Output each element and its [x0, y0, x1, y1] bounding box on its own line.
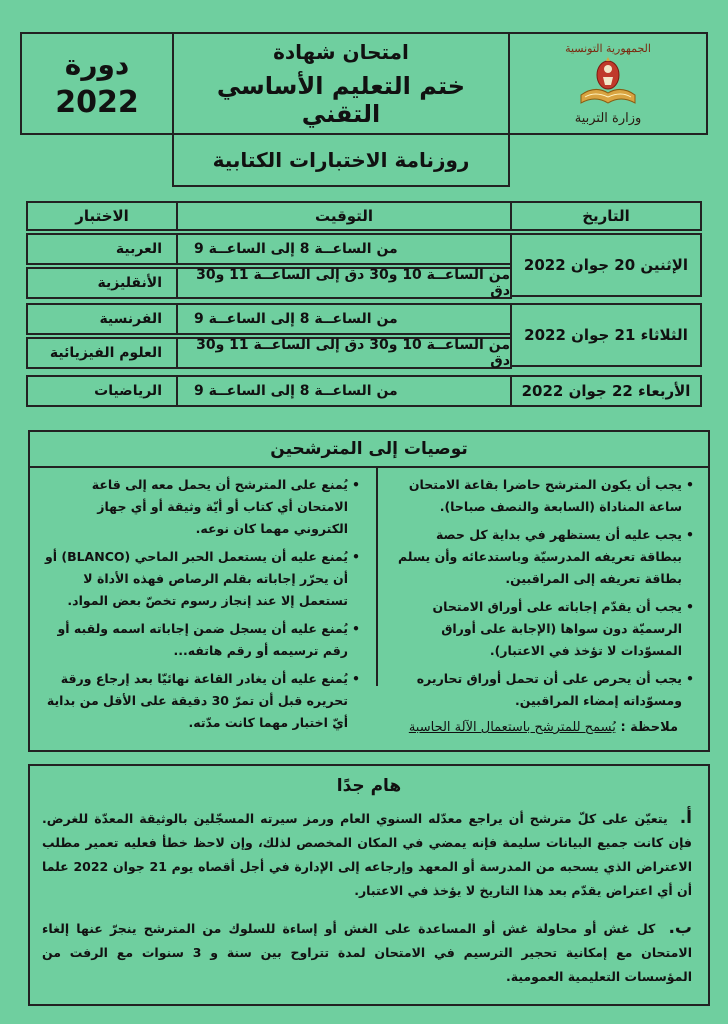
recommendations-title: توصيات إلى المترشحين	[30, 432, 708, 468]
time-cell: من الساعــة 8 إلى الساعــة 9	[176, 303, 512, 335]
subject-cell: الأنقليزية	[26, 267, 178, 299]
subject-cell: الرياضيات	[26, 375, 178, 407]
exam-title-line1: امتحان شهادة	[273, 39, 409, 64]
exam-title-line2: ختم التعليم الأساسي التقني	[216, 71, 466, 128]
list-item: • يُمنع عليه أن يغادر القاعة نهائيّا بعد إرجاع ورقة تحريره قبل أن تمرّ 30 دقيقة على الأقل من بداية أيّ اختبار مهما كانت مدّته.	[44, 668, 360, 734]
time-cell: من الساعــة 8 إلى الساعــة 9	[176, 233, 512, 265]
list-item: • يجب أن يقدّم إجاباته على أوراق الامتحان الرسميّة دون سواها (الإجابة على أوراق المسوّدات لا تؤخذ في الاعتبار).	[394, 596, 694, 662]
important-box	[28, 764, 710, 1006]
recommendations-box	[28, 430, 710, 752]
item-marker: أ.	[679, 808, 692, 828]
subject-cell: العلوم الفيزيائية	[26, 337, 178, 369]
prohibitions-list	[44, 474, 360, 740]
session-year: 2022	[55, 84, 139, 120]
header-time: التوقيت	[176, 201, 512, 231]
exam-title-box	[172, 32, 510, 135]
date-cell: الثلاثاء 21 جوان 2022	[510, 303, 702, 367]
calculator-note	[409, 720, 678, 735]
ministry-logo-box	[508, 32, 708, 135]
list-item: • يُمنع على المترشح أن يحمل معه إلى قاعة الامتحان أي كتاب أو أيّة وثيقة أو أي جهاز الكتروني مهما كان نوعه.	[44, 474, 360, 540]
ministry-name: وزارة التربية	[574, 110, 642, 126]
republic-name: الجمهورية التونسية	[565, 41, 651, 55]
item-text: كل غش أو محاولة غش أو المساعدة على الغش أو إساءة للسلوك من المترشح ينجرّ عنها إلغاء الامتحان مع إمكانية تحجير الترسيم في الامتحان لمدة تتراوح بين سنة و 3 سنوات مع الرفت من المؤسسات التعليمية العمومية.	[42, 921, 692, 984]
date-cell: الإثنين 20 جوان 2022	[510, 233, 702, 297]
important-item-a	[42, 806, 692, 903]
item-text: يتعيّن على كلّ مترشح أن يراجع معدّله السنوي العام ورمز سيرته المسجّلين بالوثيقة المعدّة للغرض. فإن كانت جميع البيانات سليمة فإنه يمضي في المكان المخصص لذلك، وإن لاحظ خطأ فعليه تعمير مطلب الاعتراض الذي يسحبه من المدرسة أو المعهد وإرجاعه إلى الإدارة في أجل أقصاه يوم 21 جوان 2022 علما أن أي اعتراض يقدّم بعد هذا التاريخ لا يؤخذ في الاعتبار.	[42, 811, 692, 898]
time-cell: من الساعــة 10 و30 دق إلى الساعــة 11 و30 دق	[176, 337, 512, 369]
list-item: • يجب أن يكون المترشح حاضرا بقاعة الامتحان ساعة المناداة (السابعة والنصف صباحا).	[394, 474, 694, 518]
session-box	[20, 32, 174, 135]
session-label: دورة	[64, 47, 130, 81]
note-label: ملاحظة :	[620, 720, 678, 735]
important-item-b	[42, 916, 692, 989]
list-item: • يُمنع عليه أن يسجل ضمن إجاباته اسمه ولقبه أو رقم ترسيمه أو رقم هاتفه...	[44, 618, 360, 662]
list-item: • يجب عليه أن يستظهر في بداية كل حصة ببطاقة تعريفه المدرسيّة وباستدعائه وأن يسلم بطاقة تعريفه إلى المراقبين.	[394, 524, 694, 590]
time-cell: من الساعــة 10 و30 دق إلى الساعــة 11 و30 دق	[176, 267, 512, 299]
schedule-subtitle: روزنامة الاختبارات الكتابية	[172, 133, 510, 187]
note-text: يُسمح للمترشح باستعمال الآلة الحاسبة	[408, 720, 616, 735]
time-cell: من الساعــة 8 إلى الساعــة 9	[176, 375, 512, 407]
obligations-list	[394, 474, 694, 718]
header-date: التاريخ	[510, 201, 702, 231]
important-title: هام جدًا	[336, 776, 402, 796]
list-item: • يُمنع عليه أن يستعمل الحبر الماحي (BLANCO) أو أن يحرّر إجاباته بقلم الرصاص فهذه الأداة لا تستعمل إلا عند إنجاز رسوم تخصّ بعض المواد.	[44, 546, 360, 612]
subject-cell: الفرنسية	[26, 303, 178, 335]
tunisia-ministry-education-emblem-icon	[573, 55, 643, 111]
list-item: • يجب أن يحرص على أن تحمل أوراق تحاريره ومسوّداته إمضاء المراقبين.	[394, 668, 694, 712]
item-marker: ب.	[668, 918, 692, 938]
header-subject: الاختبار	[26, 201, 178, 231]
date-cell: الأربعاء 22 جوان 2022	[510, 375, 702, 407]
recommendations-divider	[376, 468, 378, 686]
subject-cell: العربية	[26, 233, 178, 265]
